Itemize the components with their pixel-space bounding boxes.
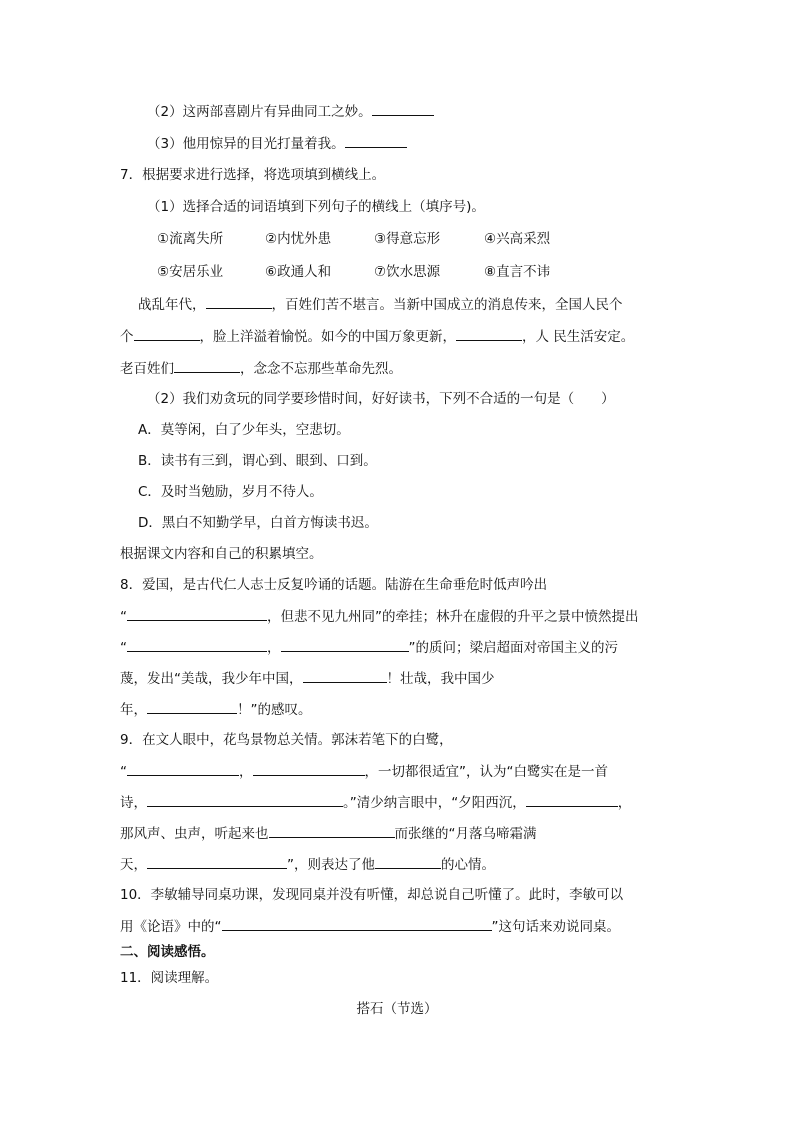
answer-blank[interactable] bbox=[269, 823, 395, 838]
answer-blank[interactable] bbox=[147, 854, 287, 869]
q6-item-2: （2）这两部喜剧片有异曲同工之妙。 bbox=[147, 101, 434, 121]
choice-b: B．读书有三到，谓心到、眼到、口到。 bbox=[138, 453, 377, 469]
choice-d: D．黑白不知勤学早，白首方悔读书迟。 bbox=[138, 515, 378, 531]
q7-part2-title: （2）我们劝贪玩的同学要珍惜时间，好好读书，下列不合适的一句是（ ） bbox=[147, 391, 615, 407]
answer-blank[interactable] bbox=[222, 916, 492, 931]
q7-paragraph-line-1: 战乱年代， ，百姓们苦不堪言。当新中国成立的消息传来，全国人民个 bbox=[138, 294, 623, 314]
choice-c: C．及时当勉励，岁月不待人。 bbox=[138, 484, 323, 500]
answer-blank[interactable] bbox=[345, 133, 407, 148]
option-2: ②内忧外患 bbox=[265, 231, 332, 247]
q7-title: 7．根据要求进行选择，将选项填到横线上。 bbox=[120, 167, 386, 183]
answer-blank[interactable] bbox=[253, 761, 365, 776]
q7-paragraph-line-2: 个 ，脸上洋溢着愉悦。如今的中国万象更新， ，人 民生活安定。 bbox=[120, 326, 634, 346]
answer-blank[interactable] bbox=[127, 637, 267, 652]
answer-blank[interactable] bbox=[372, 101, 434, 116]
answer-blank[interactable] bbox=[206, 294, 272, 309]
option-6: ⑥政通人和 bbox=[265, 264, 332, 280]
fill-intro: 根据课文内容和自己的积累填空。 bbox=[120, 546, 323, 562]
q10-line-1: 10．李敏辅导同桌功课，发现同桌并没有听懂，却总说自己听懂了。此时，李敏可以 bbox=[120, 887, 624, 903]
answer-blank[interactable] bbox=[375, 854, 441, 869]
q7-paragraph-line-3: 老百姓们 ，念念不忘那些革命先烈。 bbox=[120, 358, 402, 378]
q9-line-4: 那风声、虫声，听起来也 而张继的“月落乌啼霜满 bbox=[120, 823, 537, 843]
q8-line-4: 蔑，发出“美哉，我少年中国， ！壮哉，我中国少 bbox=[120, 668, 495, 688]
answer-blank[interactable] bbox=[174, 358, 240, 373]
option-1: ①流离失所 bbox=[157, 231, 224, 247]
option-5: ⑤安居乐业 bbox=[157, 264, 224, 280]
answer-blank[interactable] bbox=[456, 326, 522, 341]
section-heading: 二、阅读感悟。 bbox=[120, 944, 215, 960]
q9-line-2: “ ， ，一切都很适宜”，认为“白鹭实在是一首 bbox=[120, 761, 608, 781]
q8-line-3: “ ， ”的质问；梁启超面对帝国主义的污 bbox=[120, 637, 618, 657]
q10-line-2: 用《论语》中的“ ”这句话来劝说同桌。 bbox=[120, 916, 620, 936]
q7-part1-title: （1）选择合适的词语填到下列句子的横线上（填序号)。 bbox=[147, 199, 485, 215]
option-7: ⑦饮水思源 bbox=[374, 264, 441, 280]
choice-a: A．莫等闲，白了少年头，空悲切。 bbox=[138, 422, 350, 438]
answer-blank[interactable] bbox=[147, 792, 343, 807]
answer-blank[interactable] bbox=[281, 637, 409, 652]
option-8: ⑧直言不讳 bbox=[484, 264, 551, 280]
q9-line-5: 天， ”，则表达了他 的心情。 bbox=[120, 854, 495, 874]
q6-item-3: （3）他用惊异的目光打量着我。 bbox=[147, 133, 407, 153]
answer-blank[interactable] bbox=[134, 326, 200, 341]
q8-line-5: 年， ！”的感叹。 bbox=[120, 699, 312, 719]
answer-blank[interactable] bbox=[127, 606, 267, 621]
option-3: ③得意忘形 bbox=[374, 231, 441, 247]
q9-line-3: 诗， 。”清少纳言眼中，“夕阳西沉， ， bbox=[120, 792, 631, 812]
answer-blank[interactable] bbox=[526, 792, 618, 807]
q8-line-1: 8．爱国，是古代仁人志士反复吟诵的话题。陆游在生命垂危时低声吟出 bbox=[120, 577, 548, 593]
q11-title: 11．阅读理解。 bbox=[120, 970, 219, 986]
q9-line-1: 9．在文人眼中，花鸟景物总关情。郭沫若笔下的白鹭， bbox=[120, 732, 453, 748]
answer-blank[interactable] bbox=[127, 761, 239, 776]
option-4: ④兴高采烈 bbox=[484, 231, 551, 247]
answer-blank[interactable] bbox=[147, 699, 237, 714]
q8-line-2: “ ，但悲不见九州同”的牵挂；林升在虚假的升平之景中愤然提出 bbox=[120, 606, 639, 626]
answer-blank[interactable] bbox=[303, 668, 387, 683]
passage-title: 搭石（节选） bbox=[356, 1001, 438, 1017]
